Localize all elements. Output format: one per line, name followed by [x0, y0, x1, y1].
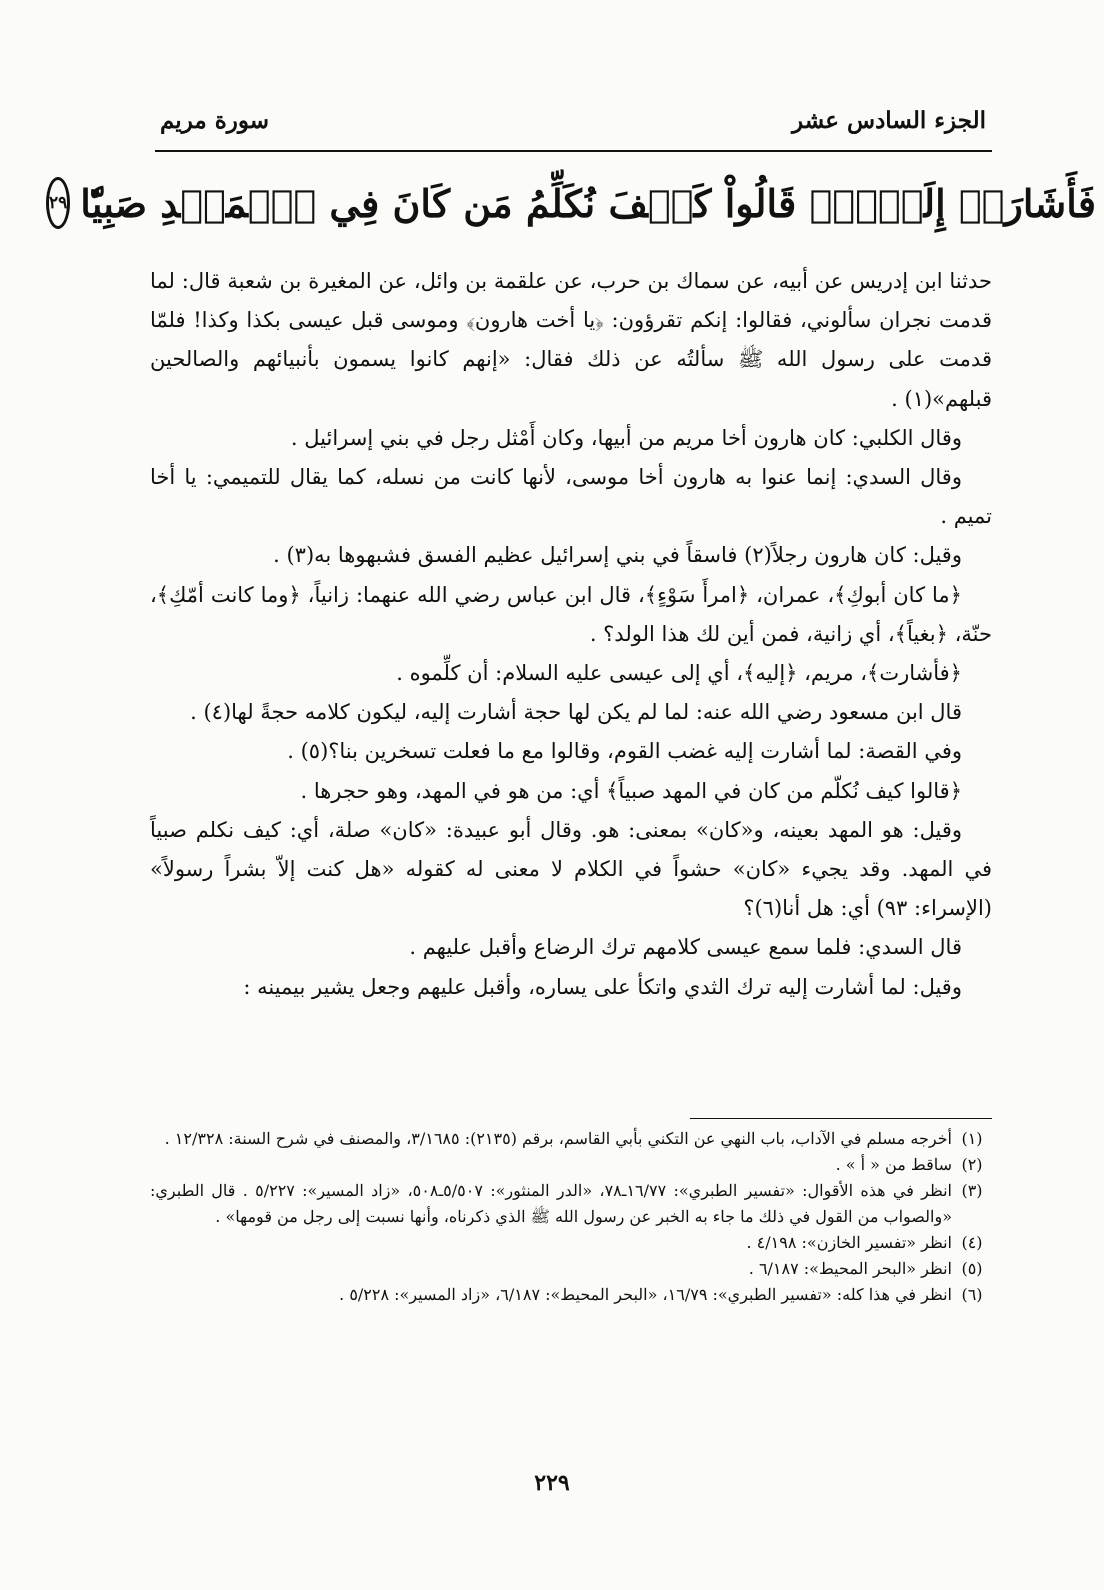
- footnote-text: أخرجه مسلم في الآداب، باب النهي عن التكني بأبي القاسم، برقم (٢١٣٥): ٣/١٦٨٥، والمصنف في شرح السنة: ١٢/٣٢٨ .: [164, 1129, 952, 1148]
- footnote-number: (٥): [961, 1259, 983, 1278]
- paragraph: وقيل: لما أشارت إليه ترك الثدي واتكأ على يساره، وأقبل عليهم وجعل يشير بيمينه :: [243, 974, 962, 999]
- header-rule: [155, 150, 992, 152]
- paragraph: وقيل: كان هارون رجلاً(٢) فاسقاً في بني إسرائيل عظيم الفسق فشبهوها به(٣) .: [273, 543, 962, 568]
- paragraph: ﴿ما كان أبوكِ﴾، عمران، ﴿امرأَ سَوْءٍ﴾، قال ابن عباس رضي الله عنهما: زانياً، ﴿وما كانت أمّكِ﴾، حنّة، ﴿بغياً﴾، أي زانية، فمن أين لك هذا الولد؟ .: [150, 582, 992, 646]
- footnote-text: ساقط من « أ » .: [835, 1155, 952, 1174]
- footnote: [150, 1178, 992, 1230]
- paragraph: قال ابن مسعود رضي الله عنه: لما لم يكن لها حجة أشارت إليه، ليكون كلامه حجةً لها(٤) .: [190, 700, 962, 725]
- footnote: [150, 1126, 992, 1152]
- footnote: [150, 1152, 992, 1178]
- page-number: ٢٢٩: [534, 1470, 570, 1496]
- footnote-text: انظر «تفسير الخازن»: ٤/١٩٨ .: [746, 1233, 952, 1252]
- footnote-rule: [690, 1118, 992, 1119]
- paragraph: وقيل: هو المهد بعينه، و«كان» بمعنى: هو. وقال أبو عبيدة: «كان» صلة، أي: كيف نكلم صبياً في المهد. وقد يجيء «كان» حشواً في الكلام لا معنى له كقوله «هل كنت إلاّ بشراً رسولاً» (الإسراء: ٩٣) أي: هل أنا(٦)؟: [150, 817, 992, 921]
- footnote-number: (٦): [961, 1285, 983, 1304]
- running-header: [160, 96, 986, 144]
- footnote-text: انظر «البحر المحيط»: ٦/١٨٧ .: [748, 1259, 952, 1278]
- paragraph: ﴿فأشارت﴾، مريم، ﴿إليه﴾، أي إلى عيسى عليه السلام: أن كلِّموه .: [396, 661, 962, 686]
- footnotes: [150, 1126, 992, 1308]
- paragraph: وفي القصة: لما أشارت إليه غضب القوم، وقالوا مع ما فعلت تسخرين بنا؟(٥) .: [287, 739, 962, 764]
- surah-title: سورة مريم: [160, 106, 270, 134]
- quran-verse: [49, 162, 1096, 244]
- commentary-body: [150, 262, 992, 1007]
- part-title: الجزء السادس عشر: [792, 106, 986, 134]
- footnote-number: (٤): [961, 1233, 983, 1252]
- paragraph: وقال الكلبي: كان هارون أخا مريم من أبيها، وكان أَمْثل رجل في بني إسرائيل .: [290, 425, 962, 450]
- footnote: [150, 1256, 992, 1282]
- paragraph: قال السدي: فلما سمع عيسى كلامهم ترك الرضاع وأقبل عليهم .: [409, 935, 962, 960]
- paragraph: وقال السدي: إنما عنوا به هارون أخا موسى، لأنها كانت من نسله، كما يقال للتميمي: يا أخا تميم .: [150, 465, 992, 529]
- footnote: [150, 1230, 992, 1256]
- footnote-number: (١): [961, 1129, 983, 1148]
- footnote: [150, 1282, 992, 1308]
- footnote-text: انظر في هذه الأقوال: «تفسير الطبري»: ١٦/٧٧ـ٧٨، «الدر المنثور»: ٥/٥٠٧ـ٥٠٨، «زاد المسير»: ٥/٢٢٧ . قال الطبري: «والصواب من القول في ذلك ما جاء به الخبر عن رسول الله ﷺ الذي ذكرناه، وأنها نسبت إلى رجل من قومها» .: [150, 1181, 952, 1226]
- footnote-text: انظر في هذا كله: «تفسير الطبري»: ١٦/٧٩، «البحر المحيط»: ٦/١٨٧، «زاد المسير»: ٥/٢٢٨ .: [339, 1285, 952, 1304]
- ayah-number-marker: ٢٩: [46, 177, 70, 229]
- footnote-number: (٣): [961, 1181, 983, 1200]
- footnote-number: (٢): [961, 1155, 983, 1174]
- paragraph: ﴿قالوا كيف نُكلّم من كان في المهد صبياً﴾ أي: من هو في المهد، وهو حجرها .: [300, 778, 962, 803]
- paragraph: حدثنا ابن إدريس عن أبيه، عن سماك بن حرب، عن علقمة بن وائل، عن المغيرة بن شعبة قال: لما قدمت نجران سألوني، فقالوا: إنكم تقرؤون: ﴿يا أخت هارون﴾ وموسى قبل عيسى بكذا وكذا! فلمّا قدمت على رسول الله ﷺ سألتُه عن ذلك فقال: «إنهم كانوا يسمون بأنبيائهم والصالحين قبلهم»(١) .: [150, 269, 992, 411]
- verse-text: فَأَشَارَتۡ إِلَيۡهِۖ قَالُواْ كَيۡفَ نُكَلِّمُ مَن كَانَ فِي ٱلۡمَهۡدِ صَبِيّٗا: [80, 180, 1096, 226]
